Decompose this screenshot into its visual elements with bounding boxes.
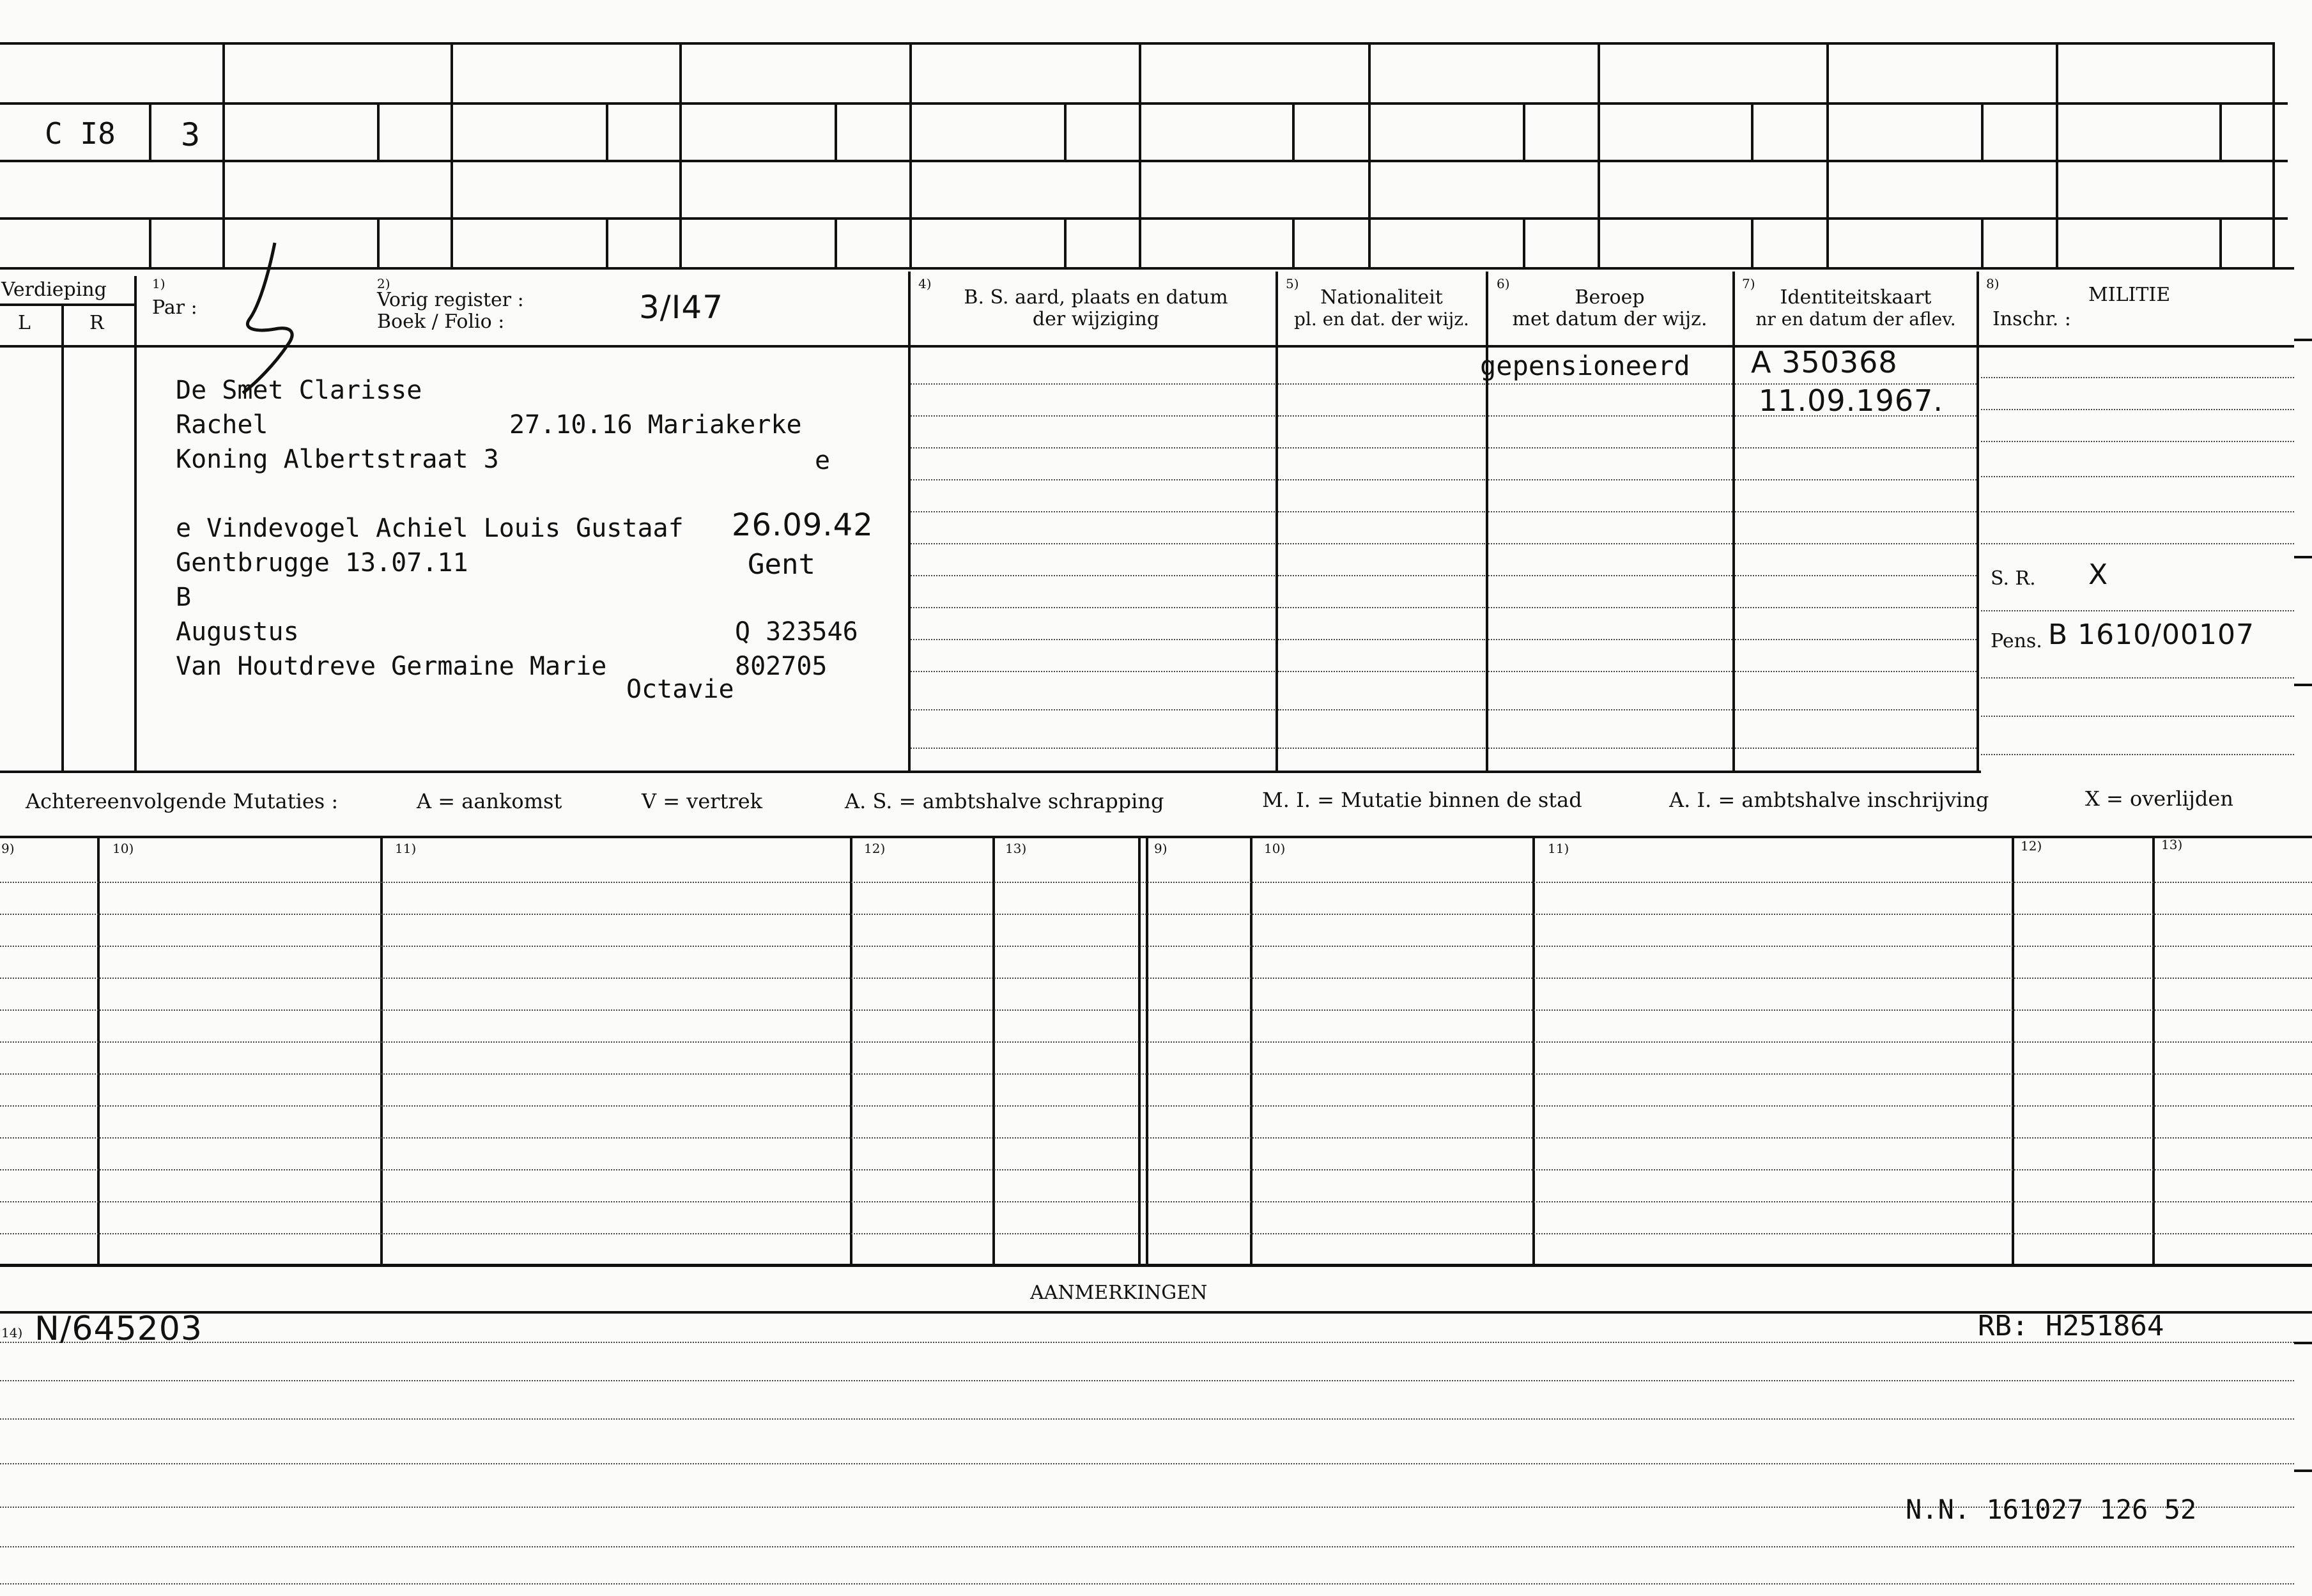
remarks-title: AANMERKINGEN	[1030, 1282, 1208, 1304]
col5-number: 5)	[1286, 276, 1299, 291]
remarks-nr: N/645203	[35, 1310, 203, 1348]
remarks-nn: N.N. 161027 126 52	[1906, 1494, 2197, 1525]
bs-label-2: der wijziging	[1032, 308, 1160, 330]
mut-col-9: 12)	[2021, 838, 2042, 854]
col2-number: 2)	[377, 276, 390, 291]
mut-col-1: 9)	[1, 841, 15, 856]
nationaliteit-label-1: Nationaliteit	[1320, 286, 1443, 309]
mut-col-3: 11)	[395, 841, 417, 856]
sr-mark: X	[2088, 558, 2109, 591]
identiteitskaart-label-2: nr en datum der aflev.	[1755, 309, 1956, 330]
person-line5-place: Gent	[748, 548, 815, 581]
boek-folio-label: Boek / Folio :	[377, 311, 505, 333]
mut-col-6: 9)	[1154, 841, 1168, 856]
pens-label: Pens.	[1991, 630, 2042, 652]
bs-label-1: B. S. aard, plaats en datum	[964, 286, 1228, 309]
person-line3: Koning Albertstraat 3	[176, 445, 499, 474]
beroep-value: gepensioneerd	[1480, 350, 1690, 381]
pens-value: B 1610/00107	[2048, 618, 2254, 651]
mut-col-2: 10)	[112, 841, 134, 856]
vorig-register-label: Vorig register :	[377, 289, 524, 311]
sr-label: S. R.	[1991, 567, 2036, 590]
remarks-rb: RB: H251864	[1978, 1310, 2164, 1342]
col7-number: 7)	[1742, 276, 1755, 291]
legend-a: A = aankomst	[417, 789, 562, 813]
col4-number: 4)	[918, 276, 932, 291]
person-line2-birth: 27.10.16 Mariakerke	[509, 410, 802, 440]
verdieping-label: Verdieping	[1, 279, 107, 301]
par-label: Par :	[152, 296, 197, 319]
person-line8-num: 802705	[735, 652, 828, 681]
legend-mi: M. I. = Mutatie binnen de stad	[1262, 788, 1582, 812]
col8-number: 8)	[1986, 276, 2000, 291]
person-line4: e Vindevogel Achiel Louis Gustaaf	[176, 514, 684, 543]
person-line3-e: e	[815, 446, 831, 475]
beroep-label-1: Beroep	[1575, 286, 1645, 309]
militie-label: MILITIE	[2088, 284, 2171, 306]
signature-mark	[230, 236, 320, 396]
legend-ai: A. I. = ambtshalve inschrijving	[1669, 788, 1989, 812]
col1-number: 1)	[152, 276, 166, 291]
person-line1: De Smet Clarisse	[176, 376, 422, 405]
mut-col-7: 10)	[1264, 841, 1286, 856]
mut-col-5: 13)	[1005, 841, 1027, 856]
col6-number: 6)	[1497, 276, 1510, 291]
mut-col-10: 13)	[2161, 837, 2183, 852]
person-line7-num: Q 323546	[735, 617, 858, 647]
mut-col-4: 12)	[864, 841, 886, 856]
identiteitskaart-label-1: Identiteitskaart	[1780, 286, 1932, 309]
person-line9: Octavie	[626, 675, 734, 704]
id-date-value: 11.09.1967.	[1759, 383, 1943, 418]
legend-as: A. S. = ambtshalve schrapping	[845, 789, 1164, 813]
beroep-label-2: met datum der wijz.	[1512, 308, 1707, 330]
id-number-value: A 350368	[1751, 345, 1898, 380]
code-cell: C I8	[45, 116, 116, 151]
inschr-label: Inschr. :	[1992, 308, 2071, 330]
number-cell: 3	[181, 116, 201, 153]
person-line6: B	[176, 583, 192, 612]
person-line2-name: Rachel	[176, 410, 268, 440]
person-line7: Augustus	[176, 617, 299, 647]
legend-v: V = vertrek	[642, 789, 763, 813]
person-line8: Van Houtdreve Germaine Marie	[176, 652, 607, 681]
person-line4-date: 26.09.42	[732, 507, 874, 543]
remarks-number: 14)	[1, 1325, 23, 1340]
mut-col-8: 11)	[1548, 841, 1569, 856]
l-label: L	[18, 312, 31, 334]
vorig-register-value: 3/I47	[639, 289, 724, 326]
legend-title: Achtereenvolgende Mutaties :	[26, 789, 339, 813]
person-line5: Gentbrugge 13.07.11	[176, 548, 468, 578]
r-label: R	[89, 312, 104, 334]
legend-x: X = overlijden	[2085, 786, 2233, 811]
nationaliteit-label-2: pl. en dat. der wijz.	[1294, 309, 1469, 330]
